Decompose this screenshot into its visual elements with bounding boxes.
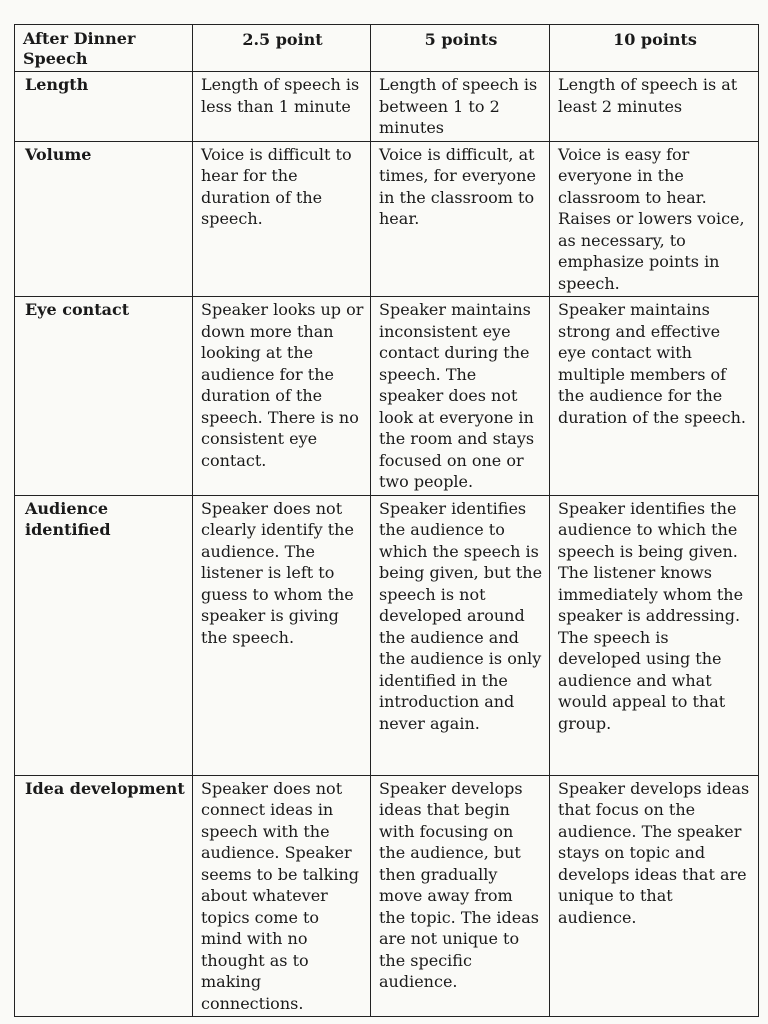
table-row: [15, 495, 759, 775]
table-cell: Speaker develops ideas that focus on the audience. The speaker stays on topic and develops ideas that are unique to that audience.: [550, 775, 759, 1017]
table-cell: Speaker does not clearly identify the audience. The listener is left to guess to whom the speaker is giving the speech.: [193, 495, 371, 775]
table-cell: Voice is difficult, at times, for everyone in the classroom to hear.: [371, 141, 550, 297]
table-cell: Speaker looks up or down more than looking at the audience for the duration of the speech. There is no consistent eye contact.: [193, 297, 371, 496]
table-cell: Length of speech is less than 1 minute: [193, 72, 371, 142]
table-cell: Speaker identifies the audience to which the speech is being given. The listener knows immediately whom the speaker is addressing. The speech is developed using the audience and what would appeal to that group.: [550, 495, 759, 775]
table-cell: Speaker does not connect ideas in speech with the audience. Speaker seems to be talking about whatever topics come to mind with no thought as to making connections.: [193, 775, 371, 1017]
table-row: [15, 141, 759, 297]
criterion-length: Length: [15, 72, 193, 142]
header-assignment: After Dinner Speech: [15, 25, 193, 72]
table-cell: Voice is easy for everyone in the classroom to hear. Raises or lowers voice, as necessary, to emphasize points in speech.: [550, 141, 759, 297]
header-5-points: 5 points: [371, 25, 550, 72]
table-cell: Length of speech is at least 2 minutes: [550, 72, 759, 142]
table-row: [15, 72, 759, 142]
criterion-eye-contact: Eye contact: [15, 297, 193, 496]
header-row: [15, 25, 759, 72]
criterion-volume: Volume: [15, 141, 193, 297]
table-cell: Speaker maintains strong and effective eye contact with multiple members of the audience for the duration of the speech.: [550, 297, 759, 496]
criterion-audience-identified: Audience identified: [15, 495, 193, 775]
table-cell: Speaker maintains inconsistent eye contact during the speech. The speaker does not look at everyone in the room and stays focused on one or two people.: [371, 297, 550, 496]
header-10-points: 10 points: [550, 25, 759, 72]
criterion-idea-development: Idea development: [15, 775, 193, 1017]
table-cell: Speaker identifies the audience to which the speech is being given, but the speech is not developed around the audience and the audience is only identified in the introduction and never again.: [371, 495, 550, 775]
speech-rubric-table: [14, 24, 759, 1017]
table-cell: Length of speech is between 1 to 2 minutes: [371, 72, 550, 142]
table-row: [15, 775, 759, 1017]
table-cell: Speaker develops ideas that begin with focusing on the audience, but then gradually move away from the topic. The ideas are not unique to the specific audience.: [371, 775, 550, 1017]
table-cell: Voice is difficult to hear for the duration of the speech.: [193, 141, 371, 297]
table-row: [15, 297, 759, 496]
header-2-5-points: 2.5 point: [193, 25, 371, 72]
